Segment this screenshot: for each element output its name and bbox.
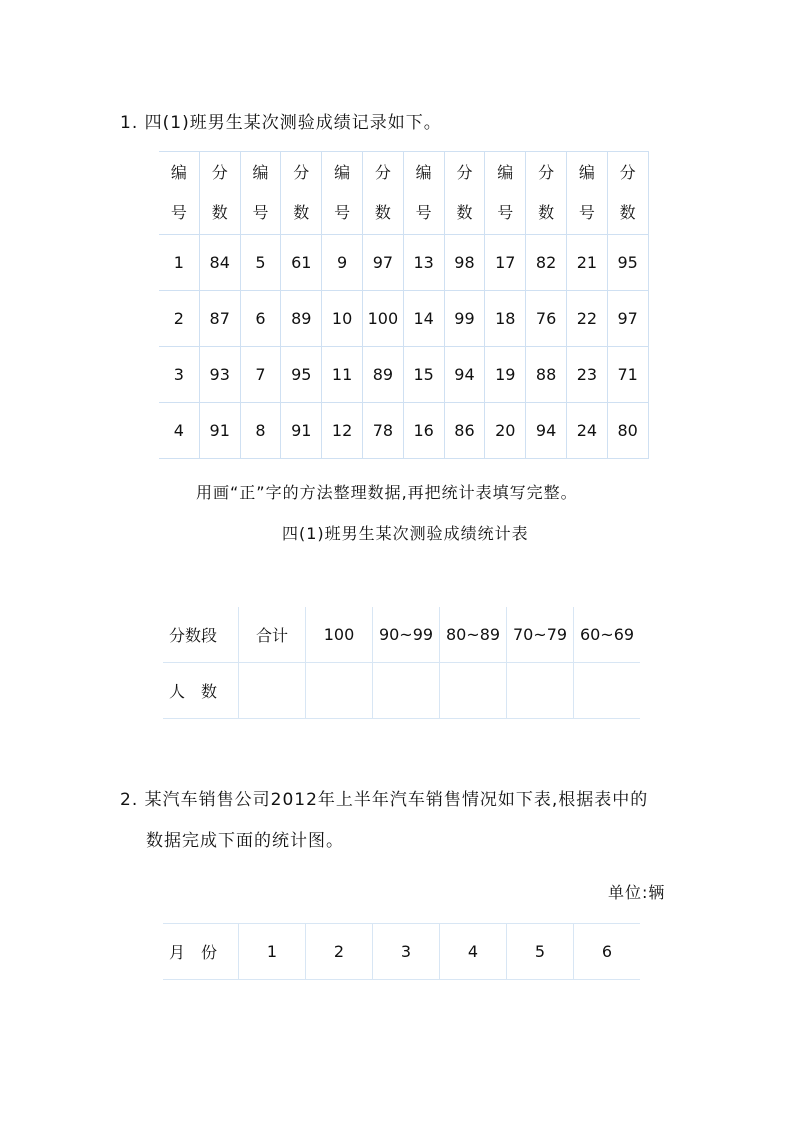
table-cell: 78 bbox=[362, 403, 403, 459]
table-cell: 95 bbox=[607, 235, 648, 291]
table-row bbox=[163, 607, 640, 663]
table-cell: 19 bbox=[485, 347, 526, 403]
row-label-month: 月 份 bbox=[163, 924, 239, 980]
table-cell: 90~99 bbox=[373, 607, 440, 663]
table-cell: 22 bbox=[566, 291, 607, 347]
table-cell: 21 bbox=[566, 235, 607, 291]
table-cell: 100 bbox=[306, 607, 373, 663]
score-statistics-table bbox=[163, 607, 640, 719]
table-row bbox=[163, 924, 640, 980]
table-cell: 71 bbox=[607, 347, 648, 403]
instruction-text: 用画“正”字的方法整理数据,再把统计表填写完整。 bbox=[196, 483, 578, 502]
header-cell: 分 数 bbox=[607, 152, 648, 235]
table-cell: 82 bbox=[526, 235, 567, 291]
table-cell: 14 bbox=[403, 291, 444, 347]
table-cell: 1 bbox=[159, 235, 199, 291]
table-row bbox=[159, 347, 648, 403]
table-cell: 95 bbox=[281, 347, 322, 403]
table-cell: 4 bbox=[440, 924, 507, 980]
table-cell: 15 bbox=[403, 347, 444, 403]
table-cell: 11 bbox=[322, 347, 363, 403]
table-cell: 98 bbox=[444, 235, 485, 291]
table-cell: 97 bbox=[362, 235, 403, 291]
header-cell: 编 号 bbox=[240, 152, 281, 235]
table-cell: 4 bbox=[159, 403, 199, 459]
table-cell: 91 bbox=[281, 403, 322, 459]
answer-blank-cell[interactable] bbox=[507, 663, 574, 719]
table-cell: 80 bbox=[607, 403, 648, 459]
header-cell: 编 号 bbox=[566, 152, 607, 235]
table-cell: 7 bbox=[240, 347, 281, 403]
table-cell: 61 bbox=[281, 235, 322, 291]
header-cell: 分 数 bbox=[199, 152, 240, 235]
table-cell: 76 bbox=[526, 291, 567, 347]
table-cell: 94 bbox=[444, 347, 485, 403]
header-cell: 编 号 bbox=[159, 152, 199, 235]
header-cell: 编 号 bbox=[485, 152, 526, 235]
answer-blank-cell[interactable] bbox=[306, 663, 373, 719]
table-cell: 10 bbox=[322, 291, 363, 347]
score-record-table bbox=[159, 151, 649, 459]
table-cell: 91 bbox=[199, 403, 240, 459]
table-cell: 6 bbox=[574, 924, 641, 980]
header-cell: 分 数 bbox=[281, 152, 322, 235]
table-cell: 5 bbox=[240, 235, 281, 291]
stat-table-title: 四(1)班男生某次测验成绩统计表 bbox=[282, 524, 529, 543]
table-cell: 24 bbox=[566, 403, 607, 459]
table-cell: 89 bbox=[281, 291, 322, 347]
table-cell: 8 bbox=[240, 403, 281, 459]
table-cell: 12 bbox=[322, 403, 363, 459]
table-cell: 70~79 bbox=[507, 607, 574, 663]
table-cell: 80~89 bbox=[440, 607, 507, 663]
header-cell: 编 号 bbox=[403, 152, 444, 235]
table-cell: 99 bbox=[444, 291, 485, 347]
table-cell: 88 bbox=[526, 347, 567, 403]
table-cell: 100 bbox=[362, 291, 403, 347]
header-cell: 分 数 bbox=[444, 152, 485, 235]
question-2-title: 2. 某汽车销售公司2012年上半年汽车销售情况如下表,根据表中的 bbox=[120, 790, 649, 810]
answer-blank-cell[interactable] bbox=[440, 663, 507, 719]
unit-label: 单位:辆 bbox=[608, 883, 666, 902]
table-cell: 2 bbox=[159, 291, 199, 347]
header-cell: 分 数 bbox=[362, 152, 403, 235]
table-cell: 2 bbox=[306, 924, 373, 980]
table-cell: 合计 bbox=[239, 607, 306, 663]
table-cell: 9 bbox=[322, 235, 363, 291]
question-2-title-cont: 数据完成下面的统计图。 bbox=[146, 831, 344, 851]
table-cell: 93 bbox=[199, 347, 240, 403]
table-cell: 94 bbox=[526, 403, 567, 459]
table-cell: 97 bbox=[607, 291, 648, 347]
answer-blank-cell[interactable] bbox=[373, 663, 440, 719]
table-cell: 87 bbox=[199, 291, 240, 347]
answer-blank-cell[interactable] bbox=[239, 663, 306, 719]
answer-blank-cell[interactable] bbox=[574, 663, 641, 719]
table-cell: 5 bbox=[507, 924, 574, 980]
header-cell: 编 号 bbox=[322, 152, 363, 235]
question-1-title: 1. 四(1)班男生某次测验成绩记录如下。 bbox=[120, 113, 442, 133]
table-row bbox=[159, 291, 648, 347]
table-cell: 20 bbox=[485, 403, 526, 459]
table-cell: 89 bbox=[362, 347, 403, 403]
table-header-row bbox=[159, 152, 648, 235]
table-cell: 84 bbox=[199, 235, 240, 291]
table-cell: 23 bbox=[566, 347, 607, 403]
table-cell: 1 bbox=[239, 924, 306, 980]
row-label-count: 人 数 bbox=[163, 663, 239, 719]
table-cell: 86 bbox=[444, 403, 485, 459]
table-cell: 17 bbox=[485, 235, 526, 291]
table-row bbox=[159, 235, 648, 291]
table-cell: 16 bbox=[403, 403, 444, 459]
table-cell: 3 bbox=[159, 347, 199, 403]
table-row bbox=[163, 663, 640, 719]
table-cell: 18 bbox=[485, 291, 526, 347]
table-cell: 3 bbox=[373, 924, 440, 980]
table-cell: 60~69 bbox=[574, 607, 641, 663]
table-cell: 6 bbox=[240, 291, 281, 347]
table-cell: 13 bbox=[403, 235, 444, 291]
car-sales-table bbox=[163, 923, 640, 980]
table-row bbox=[159, 403, 648, 459]
row-label-score-range: 分数段 bbox=[163, 607, 239, 663]
header-cell: 分 数 bbox=[526, 152, 567, 235]
